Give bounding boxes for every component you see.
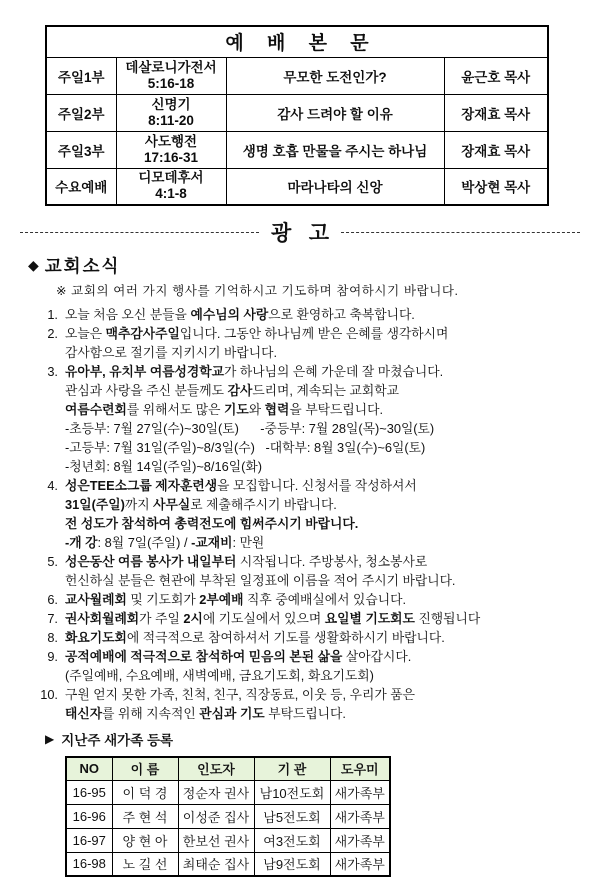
item-line xyxy=(65,533,586,552)
item-content xyxy=(65,628,586,647)
bold-text: 감사 xyxy=(227,383,253,398)
text: 부탁드립니다. xyxy=(264,706,346,721)
item-line xyxy=(65,457,586,476)
name-cell: 이 덕 경 xyxy=(112,780,178,804)
worship-table-title: 예 배 본 문 xyxy=(46,26,548,57)
scripture-verse: 4:1-8 xyxy=(155,186,187,202)
scripture-reference xyxy=(116,94,226,131)
bold-text: 기도 xyxy=(224,402,249,417)
guide-cell: 최태순 집사 xyxy=(178,852,254,876)
column-header: 기 관 xyxy=(254,757,330,780)
text: -초등부: 7월 27일(수)~30일(토) -중등부: 7월 28일(목)~30일(토) xyxy=(65,421,435,436)
bold-text: 협력 xyxy=(264,402,290,417)
text: 헌신하실 분들은 현관에 부착된 일정표에 이름을 적어 주시기 바랍니다. xyxy=(65,573,456,588)
bold-text: 성은TEE소그룹 제자훈련생 xyxy=(65,478,218,493)
text: 감사함으로 절기를 지키시기 바랍니다. xyxy=(65,345,278,360)
church-news-heading xyxy=(28,253,600,278)
bold-text: 2부예배 xyxy=(199,592,244,607)
helper-cell: 새가족부 xyxy=(330,804,390,828)
scripture-book: 사도행전 xyxy=(144,133,198,149)
bold-text: 태신자 xyxy=(65,706,103,721)
table-row xyxy=(66,828,390,852)
bold-text: 전 성도가 참석하여 총력전도에 힘써주시기 바랍니다. xyxy=(65,516,359,531)
no-cell: 16-97 xyxy=(66,828,112,852)
diamond-icon: ◆ xyxy=(28,257,39,273)
item-content xyxy=(65,305,586,324)
text: 와 xyxy=(248,402,265,417)
text: (주일예배, 수요예배, 새벽예배, 금요기도회, 화요기도회) xyxy=(65,668,374,683)
announcement-section-title: 광 고 xyxy=(270,222,330,245)
bold-text: 31일(주일) xyxy=(65,497,125,512)
item-number: 8. xyxy=(47,630,58,645)
text: 직후 중예배실에서 있습니다. xyxy=(243,592,407,607)
item-line xyxy=(65,552,586,571)
news-item xyxy=(30,324,586,362)
item-line xyxy=(65,647,586,666)
text: 에 적극적으로 참여하셔서 기도를 생활화하시기 바랍니다. xyxy=(126,630,445,645)
guide-cell: 정순자 권사 xyxy=(178,780,254,804)
church-news-note: ※ 교회의 여러 가지 행사를 기억하시고 기도하며 참여하시기 바랍니다. xyxy=(56,284,459,298)
news-item xyxy=(30,609,586,628)
item-number: 3. xyxy=(47,364,58,379)
text: : 만원 xyxy=(232,535,265,550)
org-cell: 남5전도회 xyxy=(254,804,330,828)
table-row xyxy=(66,804,390,828)
bold-text: 사무실 xyxy=(153,497,191,512)
preacher-name: 박상현 목사 xyxy=(444,168,548,205)
service-name: 주일1부 xyxy=(46,57,116,94)
text: 구원 얻지 못한 가족, 친척, 친구, 직장동료, 이웃 등, 우리가 품은 xyxy=(65,687,416,702)
text: 로 제출해주시기 바랍니다. xyxy=(190,497,337,512)
text: -고등부: 7월 31일(주일)~8/3일(수) -대학부: 8월 3일(수)~6일(토) xyxy=(65,440,426,455)
preacher-name: 장재효 목사 xyxy=(444,131,548,168)
bold-text: 성은동산 여름 봉사가 내일부터 xyxy=(65,554,237,569)
scripture-book: 신명기 xyxy=(151,96,191,112)
text: 시작됩니다. 주방봉사, 청소봉사로 xyxy=(236,554,428,569)
service-name: 주일3부 xyxy=(46,131,116,168)
item-number: 9. xyxy=(47,649,58,664)
text: 및 기도회가 xyxy=(126,592,200,607)
new-family-heading xyxy=(45,729,600,749)
scripture-reference xyxy=(116,57,226,94)
item-line xyxy=(65,495,586,514)
new-family-header-row xyxy=(66,757,390,780)
preacher-name: 장재효 목사 xyxy=(444,94,548,131)
item-line xyxy=(65,400,586,419)
bold-text: 맥추감사주일 xyxy=(105,326,180,341)
org-cell: 남10전도회 xyxy=(254,780,330,804)
service-name: 수요예배 xyxy=(46,168,116,205)
name-cell: 양 현 아 xyxy=(112,828,178,852)
text: 으로 환영하고 축복합니다. xyxy=(268,307,415,322)
bold-text: 2시 xyxy=(183,611,203,626)
text: 가 주일 xyxy=(139,611,184,626)
item-line xyxy=(65,343,586,362)
item-line xyxy=(65,438,586,457)
news-item xyxy=(30,362,586,476)
worship-title-row xyxy=(46,26,548,57)
item-line xyxy=(65,381,586,400)
text: 을 부탁드립니다. xyxy=(289,402,384,417)
item-line xyxy=(65,571,586,590)
item-number: 10. xyxy=(40,687,58,702)
scripture-verse: 17:16-31 xyxy=(143,149,199,165)
service-name: 주일2부 xyxy=(46,94,116,131)
table-row xyxy=(66,852,390,876)
helper-cell: 새가족부 xyxy=(330,852,390,876)
text: 까지 xyxy=(124,497,154,512)
no-cell: 16-98 xyxy=(66,852,112,876)
worship-table xyxy=(45,25,549,206)
preacher-name: 윤근호 목사 xyxy=(444,57,548,94)
item-line xyxy=(65,514,586,533)
scripture-verse: 8:11-20 xyxy=(148,112,194,128)
worship-row xyxy=(46,131,548,168)
item-line xyxy=(65,590,586,609)
column-header: 인도자 xyxy=(178,757,254,780)
scripture-verse: 5:16-18 xyxy=(147,75,195,91)
announcement-list xyxy=(30,305,586,723)
text: : 8월 7일(주일) / xyxy=(97,535,192,550)
bold-text: 유아부, 유치부 여름성경학교 xyxy=(65,364,225,379)
item-content xyxy=(65,552,586,590)
item-line xyxy=(65,609,586,628)
item-number: 5. xyxy=(47,554,58,569)
item-line xyxy=(65,704,586,723)
worship-row xyxy=(46,57,548,94)
item-line xyxy=(65,666,586,685)
item-content xyxy=(65,647,586,685)
text: 를 위해 지속적인 xyxy=(102,706,200,721)
item-content xyxy=(65,590,586,609)
item-line xyxy=(65,628,586,647)
text: 를 위해서도 많은 xyxy=(126,402,225,417)
column-header: 이 름 xyxy=(112,757,178,780)
scripture-reference xyxy=(116,131,226,168)
text: 가 하나님의 은혜 가운데 잘 마쳤습니다. xyxy=(224,364,444,379)
bold-text: 권사회월례회 xyxy=(65,611,140,626)
guide-cell: 이성준 집사 xyxy=(178,804,254,828)
dashed-line-right xyxy=(341,232,580,233)
text: 관심과 사랑을 주신 분들께도 xyxy=(65,383,228,398)
item-number: 4. xyxy=(47,478,58,493)
item-number: 7. xyxy=(47,611,58,626)
column-header: NO xyxy=(66,757,112,780)
name-cell: 주 현 석 xyxy=(112,804,178,828)
worship-row xyxy=(46,168,548,205)
arrow-icon: ▶ xyxy=(45,732,55,746)
news-item xyxy=(30,552,586,590)
text: 진행됩니다 xyxy=(414,611,481,626)
bold-text: -개 강 xyxy=(65,535,98,550)
item-number: 2. xyxy=(47,326,58,341)
bold-text: -교재비 xyxy=(191,535,233,550)
text: -청년회: 8월 14일(주일)~8/16일(화) xyxy=(65,459,262,474)
helper-cell: 새가족부 xyxy=(330,828,390,852)
dashed-line-left xyxy=(20,232,259,233)
new-family-table xyxy=(65,756,391,877)
scripture-book: 데살로니가전서 xyxy=(125,59,217,75)
scripture-book: 디모데후서 xyxy=(138,170,204,186)
text: 드리며, 계속되는 교회학교 xyxy=(252,383,399,398)
sermon-title: 생명 호흡 만물을 주시는 하나님 xyxy=(226,131,444,168)
item-line xyxy=(65,476,586,495)
org-cell: 여3전도회 xyxy=(254,828,330,852)
name-cell: 노 길 선 xyxy=(112,852,178,876)
scripture-reference xyxy=(116,168,226,205)
table-row xyxy=(66,780,390,804)
item-line xyxy=(65,305,586,324)
text: 을 모집합니다. 신청서를 작성하셔서 xyxy=(217,478,417,493)
column-header: 도우미 xyxy=(330,757,390,780)
text: 오늘은 xyxy=(65,326,106,341)
bold-text: 여름수련회 xyxy=(65,402,127,417)
no-cell: 16-96 xyxy=(66,804,112,828)
bold-text: 공적예배에 적극적으로 참석하여 믿음의 본된 삶을 xyxy=(65,649,343,664)
item-number: 6. xyxy=(47,592,58,607)
bold-text: 예수님의 사랑 xyxy=(190,307,269,322)
item-line xyxy=(65,685,586,704)
sermon-title: 마라나타의 신앙 xyxy=(226,168,444,205)
bold-text: 교사월례회 xyxy=(65,592,127,607)
item-number: 1. xyxy=(47,307,58,322)
item-content xyxy=(65,685,586,723)
bold-text: 화요기도회 xyxy=(65,630,127,645)
item-line xyxy=(65,419,586,438)
news-item xyxy=(30,685,586,723)
news-item xyxy=(30,647,586,685)
item-content xyxy=(65,324,586,362)
item-line xyxy=(65,324,586,343)
item-content xyxy=(65,362,586,476)
announcement-divider xyxy=(20,217,580,247)
news-item xyxy=(30,590,586,609)
helper-cell: 새가족부 xyxy=(330,780,390,804)
news-item xyxy=(30,305,586,324)
text: 살아갑시다. xyxy=(342,649,412,664)
item-line xyxy=(65,362,586,381)
news-item xyxy=(30,476,586,552)
no-cell: 16-95 xyxy=(66,780,112,804)
bold-text: 요일별 기도회도 xyxy=(324,611,415,626)
text: 에 기도실에서 있으며 xyxy=(202,611,325,626)
new-family-title: 지난주 새가족 등록 xyxy=(61,733,174,748)
sermon-title: 무모한 도전인가? xyxy=(226,57,444,94)
text: 입니다. 그동안 하나님께 받은 은혜를 생각하시며 xyxy=(179,326,449,341)
org-cell: 남9전도회 xyxy=(254,852,330,876)
text: 오늘 처음 오신 분들을 xyxy=(65,307,191,322)
worship-row xyxy=(46,94,548,131)
church-news-title: 교회소식 xyxy=(44,256,121,276)
news-item xyxy=(30,628,586,647)
sermon-title: 감사 드려야 할 이유 xyxy=(226,94,444,131)
guide-cell: 한보선 권사 xyxy=(178,828,254,852)
bold-text: 관심과 기도 xyxy=(199,706,265,721)
item-content xyxy=(65,476,586,552)
item-content xyxy=(65,609,586,628)
